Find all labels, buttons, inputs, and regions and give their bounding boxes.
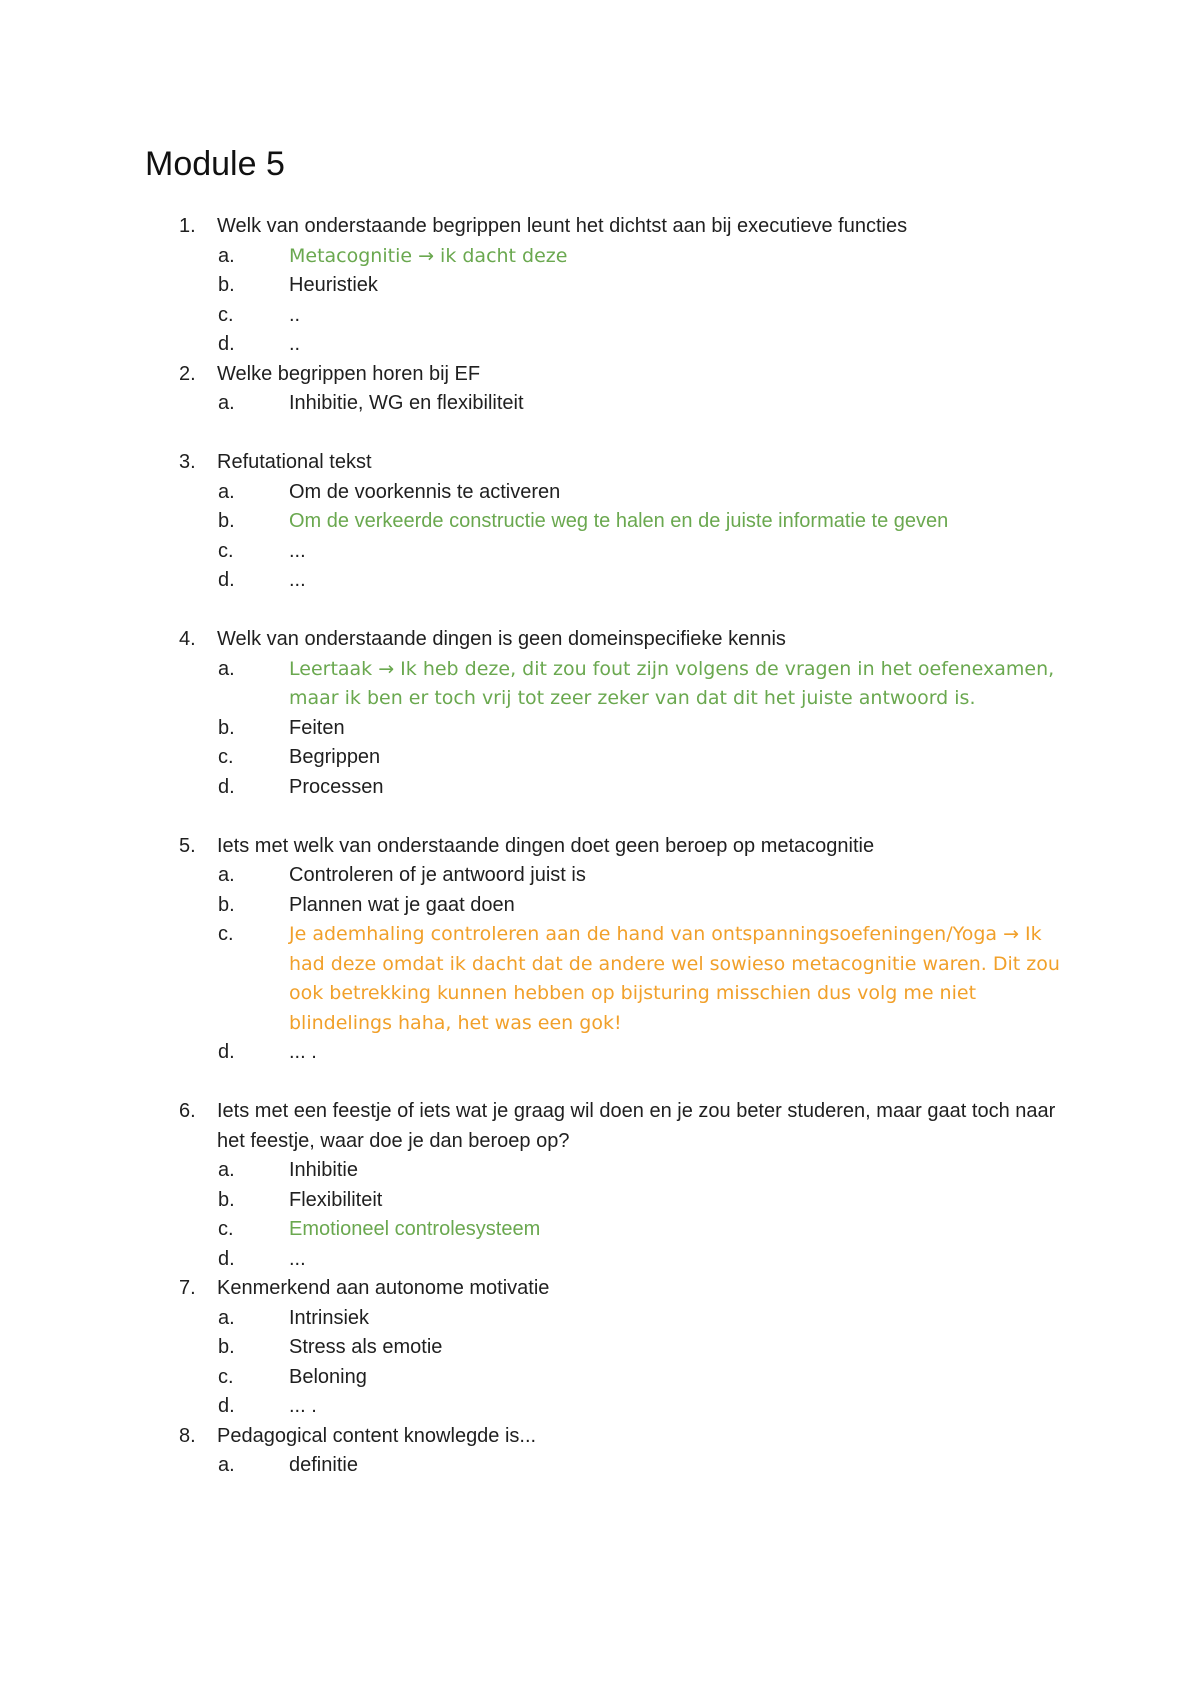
answer-list [217, 861, 1065, 1068]
answer-text: Feiten [289, 716, 345, 739]
answer-letter: c. [218, 303, 234, 326]
answer-text: ... [289, 569, 306, 591]
answer-text-correct: Om de verkeerde constructie weg te halen en de juiste informatie te geven [289, 510, 949, 532]
answer-item [216, 1363, 1065, 1393]
question-6 [145, 1097, 1065, 1274]
question-number: 5. [179, 834, 196, 857]
question-text: Welke begrippen horen bij EF [217, 362, 481, 385]
question-text: Kenmerkend aan autonome motivatie [217, 1277, 550, 1299]
question-3 [145, 448, 1065, 596]
question-text: Iets met een feestje of iets wat je graag wil doen en je zou beter studeren, maar gaat toch naar het feestje, waar doe je dan beroep op? [217, 1100, 1056, 1152]
answer-text-correct: Leertaak → Ik heb deze, dit zou fout zijn volgens de vragen in het oefenexamen, maar ik ben er toch vrij tot zeer zeker van dat dit het juiste antwoord is. [289, 657, 1055, 709]
question-4 [145, 625, 1065, 802]
answer-item [216, 507, 1065, 537]
answer-letter: b. [218, 1336, 235, 1358]
answer-item [216, 655, 1065, 714]
answer-text: Om de voorkennis te activeren [289, 480, 561, 503]
answer-letter: a. [218, 480, 235, 503]
answer-item [216, 566, 1065, 596]
answer-list [217, 1156, 1065, 1274]
answer-text-correct: Metacognitie → ik dacht deze [289, 244, 568, 267]
answer-text: Begrippen [289, 746, 381, 768]
answer-letter: b. [218, 716, 235, 739]
answer-text: definitie [289, 1454, 358, 1476]
answer-letter: a. [218, 1454, 235, 1476]
answer-letter: c. [218, 923, 234, 945]
answer-text: ... [289, 1247, 306, 1270]
answer-letter: b. [218, 893, 235, 916]
question-number: 8. [179, 1424, 196, 1447]
question-list [145, 212, 1065, 1481]
answer-item [216, 861, 1065, 891]
answer-text: Heuristiek [289, 274, 378, 296]
question-8 [145, 1422, 1065, 1481]
answer-text: Controleren of je antwoord juist is [289, 864, 586, 886]
answer-letter: b. [218, 274, 235, 296]
answer-item [216, 1392, 1065, 1422]
question-number: 1. [179, 215, 196, 237]
question-text: Welk van onderstaande dingen is geen domeinspecifieke kennis [217, 628, 786, 650]
answer-item [216, 389, 1065, 419]
answer-letter: c. [218, 1365, 234, 1388]
answer-letter: a. [218, 657, 235, 680]
answer-text: ... . [289, 1041, 317, 1063]
answer-text: Inhibitie [289, 1159, 358, 1181]
question-number: 4. [179, 628, 196, 650]
answer-item [216, 743, 1065, 773]
answer-text-uncertain: Je ademhaling controleren aan de hand van ontspanningsoefeningen/Yoga → Ik had deze omdat ik dacht dat de andere wel sowieso metacognitie waren. Dit zou ook betrekking kunnen hebben op bijsturing misschien dus volg me niet blindelings haha, het was een gok! [289, 923, 1060, 1034]
document-page [145, 140, 1065, 1481]
answer-text: Processen [289, 775, 384, 798]
answer-item [216, 1451, 1065, 1481]
answer-letter: b. [218, 1188, 235, 1211]
answer-text: .. [289, 333, 301, 355]
answer-list [217, 1304, 1065, 1422]
answer-item [216, 330, 1065, 360]
answer-letter: b. [218, 510, 235, 532]
answer-item [216, 1186, 1065, 1216]
answer-letter: d. [218, 1395, 235, 1417]
question-5 [145, 832, 1065, 1068]
answer-item [216, 1156, 1065, 1186]
answer-text: ... [289, 539, 306, 562]
answer-item [216, 1304, 1065, 1334]
answer-letter: a. [218, 392, 235, 414]
question-number: 6. [179, 1100, 196, 1122]
answer-letter: d. [218, 569, 235, 591]
answer-text: .. [289, 303, 301, 326]
answer-text: Intrinsiek [289, 1306, 370, 1329]
answer-item [216, 1215, 1065, 1245]
answer-text: Inhibitie, WG en flexibiliteit [289, 392, 524, 414]
question-text: Refutational tekst [217, 451, 372, 473]
answer-list [217, 389, 1065, 419]
question-number: 3. [179, 451, 196, 473]
question-text: Welk van onderstaande begrippen leunt het dichtst aan bij executieve functies [217, 215, 908, 237]
answer-item [216, 478, 1065, 508]
answer-letter: d. [218, 1247, 235, 1270]
answer-item [216, 1038, 1065, 1068]
answer-text: ... . [289, 1395, 317, 1417]
answer-text: Plannen wat je gaat doen [289, 893, 515, 916]
answer-letter: c. [218, 1218, 234, 1240]
question-number: 2. [179, 362, 196, 385]
answer-letter: a. [218, 244, 235, 267]
answer-list [217, 478, 1065, 596]
question-7 [145, 1274, 1065, 1422]
answer-list [217, 242, 1065, 360]
question-2 [145, 360, 1065, 419]
answer-text: Stress als emotie [289, 1336, 443, 1358]
answer-item [216, 271, 1065, 301]
answer-item [216, 242, 1065, 272]
answer-item [216, 714, 1065, 744]
answer-text-correct: Emotioneel controlesysteem [289, 1218, 541, 1240]
answer-item [216, 891, 1065, 921]
answer-list [217, 1451, 1065, 1481]
question-number: 7. [179, 1277, 196, 1299]
answer-item [216, 1245, 1065, 1275]
answer-letter: a. [218, 1159, 235, 1181]
answer-letter: d. [218, 775, 235, 798]
question-text: Pedagogical content knowlegde is... [217, 1424, 537, 1447]
answer-list [217, 655, 1065, 803]
answer-letter: c. [218, 539, 234, 562]
answer-letter: a. [218, 1306, 235, 1329]
question-1 [145, 212, 1065, 360]
answer-letter: a. [218, 864, 235, 886]
answer-item [216, 920, 1065, 1038]
answer-letter: d. [218, 333, 235, 355]
answer-letter: d. [218, 1041, 235, 1063]
answer-item [216, 1333, 1065, 1363]
answer-item [216, 773, 1065, 803]
answer-item [216, 301, 1065, 331]
answer-text: Beloning [289, 1365, 367, 1388]
page-title: Module 5 [145, 145, 285, 183]
answer-text: Flexibiliteit [289, 1188, 383, 1211]
answer-item [216, 537, 1065, 567]
question-text: Iets met welk van onderstaande dingen doet geen beroep op metacognitie [217, 834, 875, 857]
answer-letter: c. [218, 746, 234, 768]
